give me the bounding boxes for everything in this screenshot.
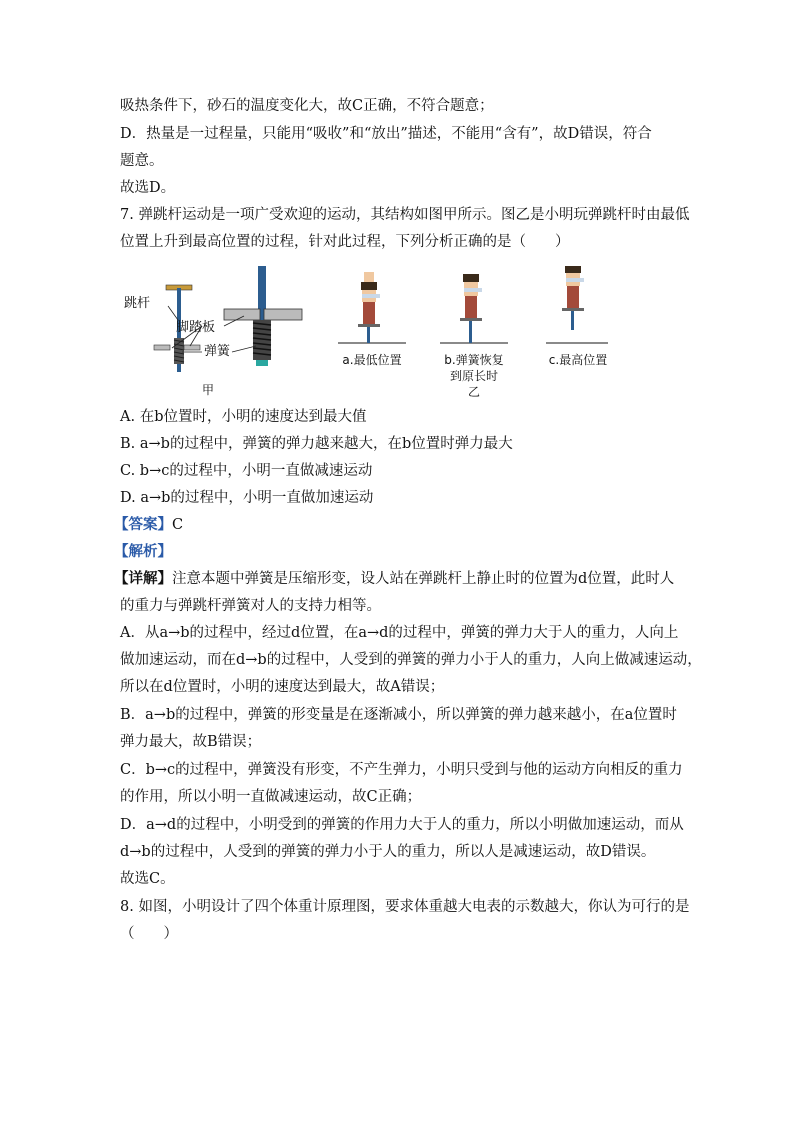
pogo-stick-figure — [124, 266, 608, 400]
option-a: A. 在b位置时，小明的速度达到最大值 — [120, 409, 367, 425]
explanation-line: 故选C。 — [120, 871, 175, 887]
explanation-line: C．b→c的过程中，弹簧没有形变，不产生弹力，小明只受到与他的运动方向相反的重力 — [120, 762, 683, 778]
answer-value: C — [172, 517, 184, 533]
caption-original-length-2: 到原长时 — [449, 369, 498, 383]
explanation-line: D．a→d的过程中，小明受到的弹簧的作用力大于人的重力，所以小明做加速运动，而从 — [120, 817, 684, 833]
option-b: B. a→b的过程中，弹簧的弹力越来越大，在b位置时弹力最大 — [120, 436, 513, 452]
explanation-line: A．从a→b的过程中，经过d位置，在a→d的过程中，弹簧的弹力大于人的重力，人向上 — [120, 625, 679, 641]
label-spring: 弹簧 — [204, 344, 231, 359]
question-8-stem: 8. 如图，小明设计了四个体重计原理图，要求体重越大电表的示数越大，你认为可行的是 — [120, 899, 690, 915]
detail-tag: 【详解】 — [114, 570, 172, 587]
option-c: C. b→c的过程中，小明一直做减速运动 — [120, 463, 373, 479]
caption-figure-jia: 甲 — [201, 383, 214, 397]
detail-text: 注意本题中弹簧是压缩形变，设人站在弹跳杆上静止时的位置为d位置，此时人 — [172, 571, 675, 587]
analysis-tag: 【解析】 — [114, 543, 172, 560]
person-lowest-position — [358, 272, 380, 343]
explanation-line: 的作用，所以小明一直做减速运动，故C正确； — [120, 789, 422, 805]
person-spring-original-length — [460, 274, 482, 343]
explanation-line: 弹力最大，故B错误； — [120, 734, 262, 750]
question-8-stem: （ ） — [120, 926, 178, 942]
caption-original-length-1: b.弹簧恢复 — [444, 353, 504, 367]
person-highest-position — [562, 266, 584, 330]
text-line: 题意。 — [120, 153, 164, 169]
explanation-line: 的重力与弹跳杆弹簧对人的支持力相等。 — [120, 598, 381, 614]
explanation-line: 所以在d位置时，小明的速度达到最大，故A错误； — [120, 679, 445, 695]
caption-lowest: a.最低位置 — [342, 353, 402, 367]
question-7-stem: 位置上升到最高位置的过程，针对此过程，下列分析正确的是（ ） — [120, 234, 570, 250]
analysis-line — [114, 542, 172, 562]
question-7-stem: 7. 弹跳杆运动是一项广受欢迎的运动，其结构如图甲所示。图乙是小明玩弹跳杆时由最低 — [120, 207, 690, 223]
text-line: 故选D。 — [120, 180, 176, 196]
caption-figure-yi: 乙 — [467, 385, 480, 399]
caption-highest: c.最高位置 — [548, 353, 608, 367]
explanation-line: 做加速运动，而在d→b的过程中，人受到的弹簧的弹力小于人的重力，人向上做减速运动， — [120, 652, 702, 668]
text-line: D．热量是一过程量，只能用“吸收”和“放出”描述，不能用“含有”，故D错误，符合 — [120, 126, 652, 142]
detail-line — [114, 569, 674, 589]
label-pole: 跳杆 — [124, 296, 151, 311]
option-d: D. a→b的过程中，小明一直做加速运动 — [120, 490, 374, 506]
answer-tag: 【答案】 — [114, 516, 172, 533]
text-line: 吸热条件下，砂石的温度变化大，故C正确，不符合题意； — [120, 98, 494, 114]
explanation-line: d→b的过程中，人受到的弹簧的弹力小于人的重力，所以人是减速运动，故D错误。 — [120, 844, 656, 860]
answer-line — [114, 515, 183, 535]
explanation-line: B．a→b的过程中，弹簧的形变量是在逐渐减小，所以弹簧的弹力越来越小，在a位置时 — [120, 707, 677, 723]
label-pedal: 脚踏板 — [176, 320, 216, 335]
